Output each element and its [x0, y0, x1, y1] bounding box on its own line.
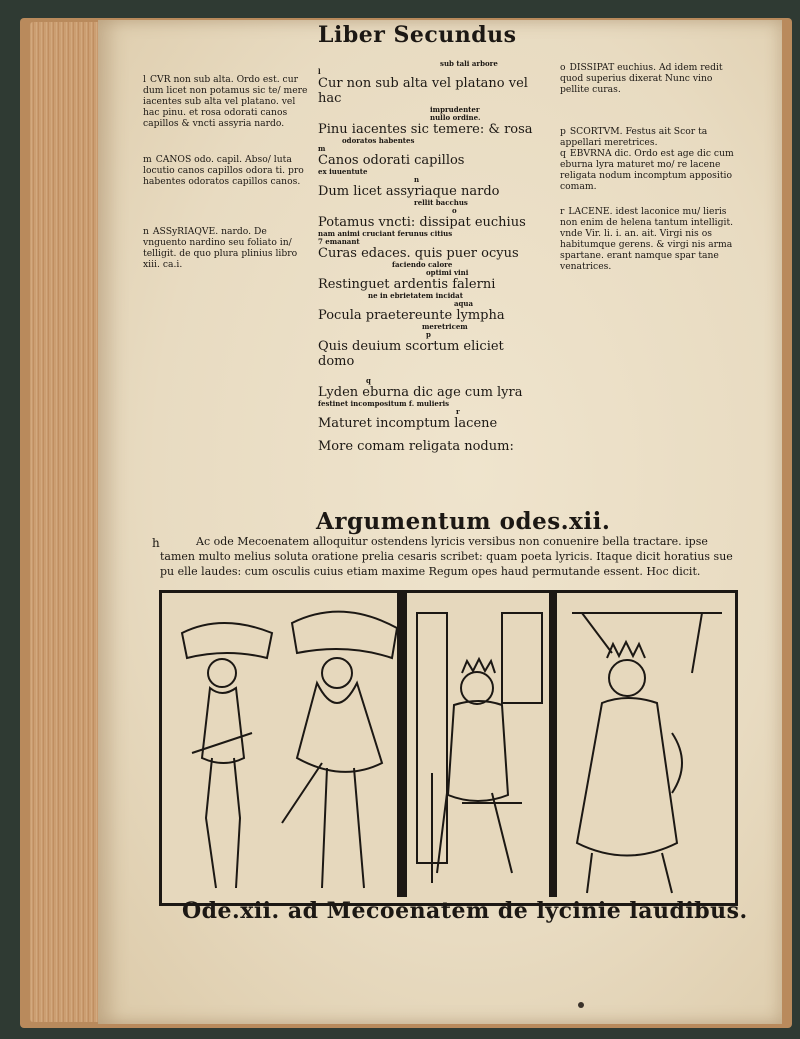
interlinear-gloss: m — [318, 144, 326, 153]
note-key: r — [560, 206, 565, 217]
interlinear-gloss: ne in ebrietatem incidat — [368, 291, 463, 300]
page-edges — [30, 22, 102, 1022]
interlinear-gloss: optimi vini — [426, 268, 469, 277]
commentary-note-n — [143, 226, 311, 270]
note-text: CANOS odo. capil. Abso/ luta locutio canos capillos odora ti. pro habentes odoratos capillos canos. — [143, 154, 304, 187]
note-key: l — [143, 74, 146, 85]
verse-line: Curas edaces. quis puer ocyus — [318, 246, 519, 261]
note-key: q — [560, 148, 566, 159]
interlinear-gloss: p — [426, 330, 431, 339]
interlinear-gloss: aqua — [454, 299, 474, 308]
note-key: p — [560, 126, 566, 137]
verse-line: More comam religata nodum: — [318, 439, 514, 454]
running-title: Liber Secundus — [318, 22, 517, 48]
crowned-lady-figure — [572, 613, 722, 893]
interlinear-gloss — [318, 369, 544, 377]
interlinear-gloss: 7 emanant — [318, 237, 360, 246]
plate-caption: Ode.xii. ad Mecoenatem de lycinie laudibus. — [182, 898, 748, 924]
interlinear-gloss: faciendo calore — [392, 260, 453, 269]
interlinear-gloss: meretricem — [422, 322, 468, 331]
note-text: ASSyRIAQVE. nardo. De vnguento nardino seu foliato in/ telligit. de quo plura plinius libro xiii. ca.i. — [143, 226, 298, 270]
note-text: DISSIPAT euchius. Ad idem redit quod superius dixerat Nunc vino pellite curas. — [560, 62, 723, 95]
verse-line: Pinu iacentes sic temere: & rosa — [318, 122, 533, 137]
interlinear-gloss: ex iuuentute — [318, 167, 368, 176]
note-key: o — [560, 62, 566, 73]
interlinear-gloss: q — [366, 376, 371, 385]
note-key: n — [143, 226, 149, 237]
note-text: EBVRNA dic. Ordo est age dic cum eburna lyra maturet mo/ re lacene religata nodum incomptum appositio comam. — [560, 148, 734, 192]
interlinear-gloss: odoratos habentes — [342, 136, 415, 145]
verse-line: Restinguet ardentis falerni — [318, 277, 496, 292]
standing-youth-figure — [282, 612, 397, 888]
panel-divider — [550, 593, 556, 897]
verse-column — [318, 60, 544, 454]
interlinear-gloss: l — [318, 67, 321, 76]
argument-heading: Argumentum odes.xii. — [316, 508, 611, 535]
commentary-note-p — [560, 126, 738, 148]
argument-text: Ac ode Mecoenatem alloquitur ostendens lyricis versibus non conuenire bella tractare. ipse tamen multo melius soluta oratione prelia cesaris scribet: quam poeta lyricis. Itaque dicit horatius sue pu elle laudes: cum osculis cuius etiam maxime Regum opes haud permutande essent. Hoc dicit. — [160, 535, 733, 578]
interlinear-gloss: nullo ordine. — [430, 113, 481, 122]
verse-line: Lyden eburna dic age cum lyra — [318, 385, 523, 400]
woodcut-drawing — [162, 593, 729, 897]
standing-lady-figure — [182, 623, 272, 888]
verse-line: Potamus vncti: dissipat euchius — [318, 215, 526, 230]
commentary-note-o — [560, 62, 738, 95]
verse-line: Pocula praetereunte lympha — [318, 308, 505, 323]
note-text: LACENE. idest laconice mu/ lieris non enim de helena tantum intelligit. vnde Vir. li. i. an. ait. Virgi nis os habitumque gerens. & virgi nis arma spartane. erant namque spar tane venatrices. — [560, 206, 734, 272]
verse-line: Quis deuium scortum eliciet domo — [318, 339, 504, 369]
page-mark — [578, 1002, 584, 1008]
note-key: m — [143, 154, 152, 165]
interlinear-gloss: rellit bacchus — [414, 198, 468, 207]
interlinear-gloss: festinet incompositum f. mulieris — [318, 399, 450, 408]
interlinear-gloss: n — [414, 175, 420, 184]
interlinear-gloss: imprudenter — [430, 105, 480, 114]
interlinear-gloss: r — [456, 407, 460, 416]
commentary-note-m — [143, 154, 311, 187]
interlinear-gloss: sub tali arbore — [440, 59, 498, 68]
verse-line: Canos odorati capillos — [318, 153, 465, 168]
argument-marker: h — [152, 536, 160, 550]
interlinear-gloss: o — [452, 206, 457, 215]
note-text: CVR non sub alta. Ordo est. cur dum licet non potamus sic te/ mere iacentes sub alta vel platano. vel hac pinu. et rosa odorati canos capillos & vncti assyria nardo. — [143, 74, 308, 129]
note-text: SCORTVM. Festus ait Scor ta appellari meretrices. — [560, 126, 708, 148]
seated-king-figure — [417, 613, 542, 883]
commentary-note-r — [560, 206, 738, 272]
interlinear-gloss: nam animi cruciant ferunus citius — [318, 229, 453, 238]
interlinear-gloss — [318, 431, 544, 439]
commentary-note-q — [560, 148, 738, 192]
verse-line: Dum licet assyriaque nardo — [318, 184, 500, 199]
verse-line: Cur non sub alta vel platano vel hac — [318, 76, 528, 106]
panel-divider — [398, 593, 406, 897]
verse-line: Maturet incomptum lacene — [318, 416, 498, 431]
commentary-note-l — [143, 74, 311, 129]
woodcut-illustration — [159, 590, 738, 906]
